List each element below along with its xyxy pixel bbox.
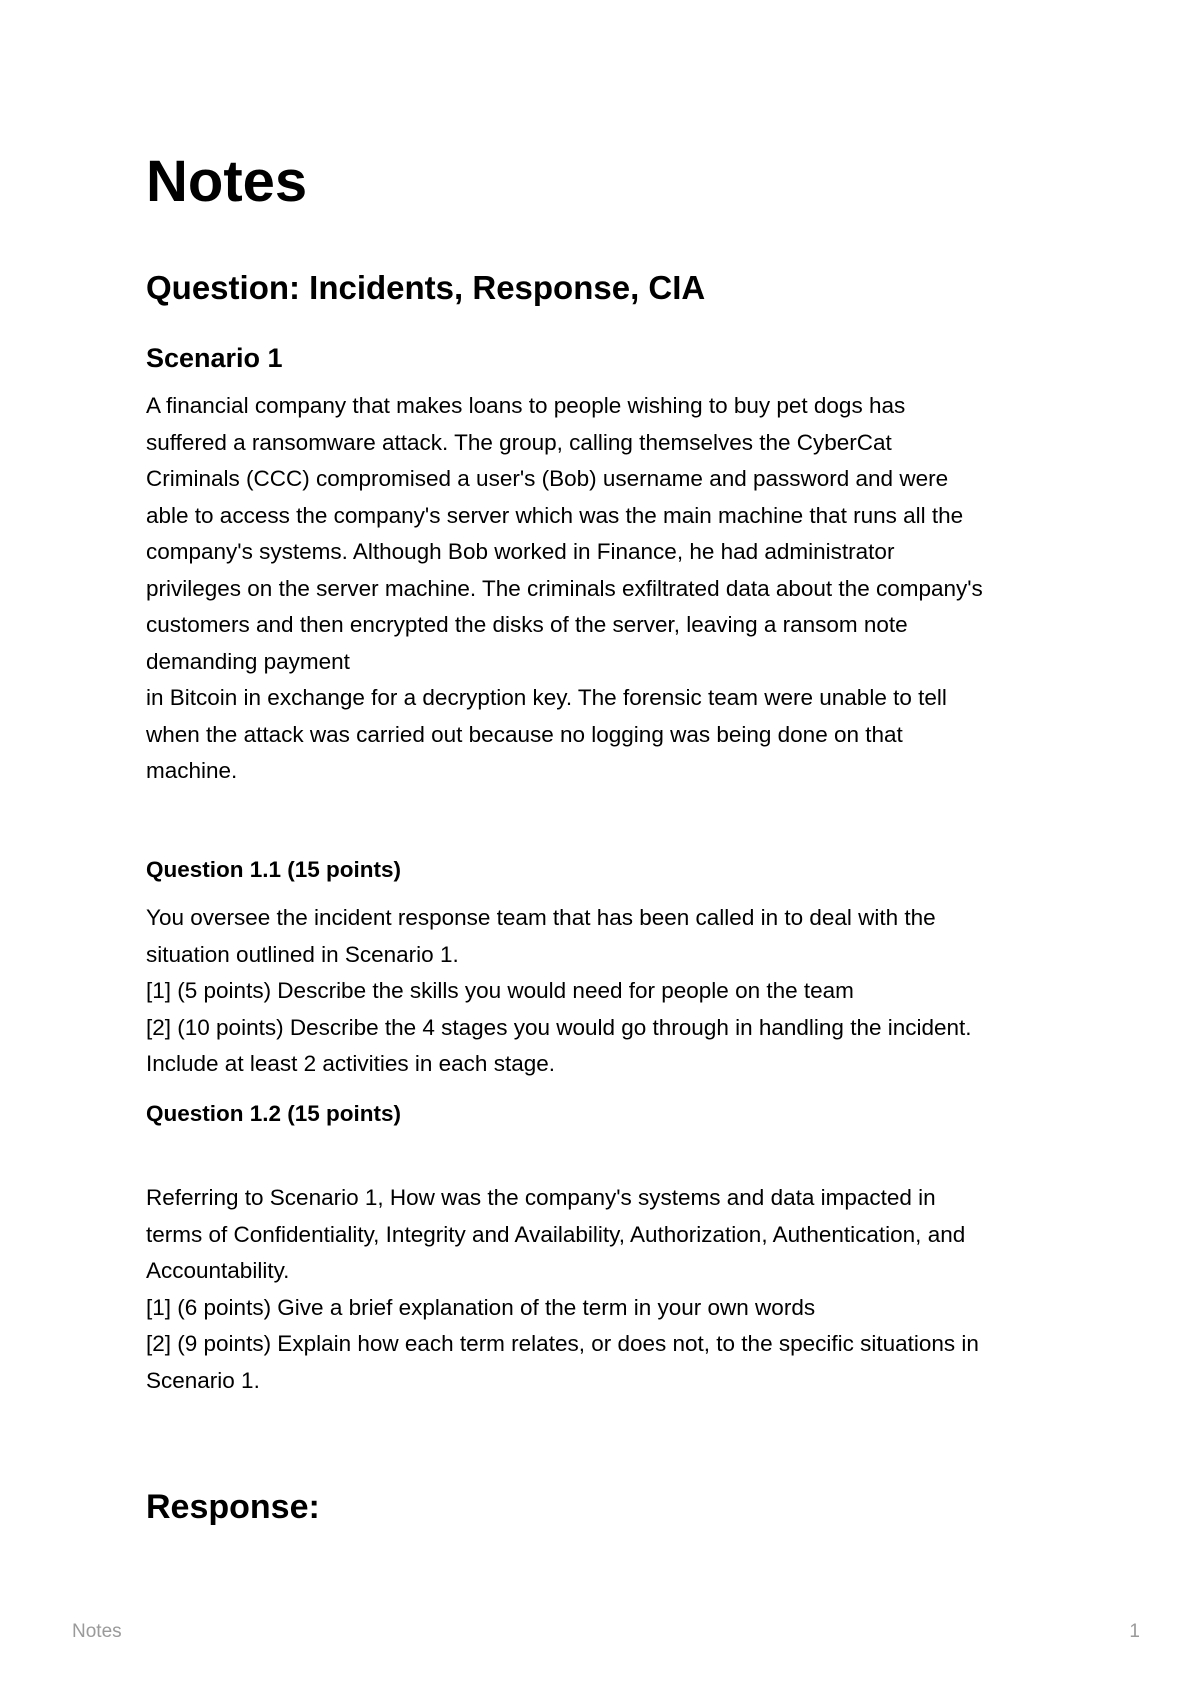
question-1-2-title: Question 1.2 (15 points) xyxy=(146,1101,402,1126)
question-1-1-title: Question 1.1 (15 points) xyxy=(146,857,402,882)
question-1-2-line: Scenario 1. xyxy=(146,1367,260,1393)
question-1-2-line: Accountability. xyxy=(146,1258,290,1283)
scenario-line: customers and then encrypted the disks of the server, leaving a ransom note xyxy=(146,612,908,637)
scenario-line: suffered a ransomware attack. The group, calling themselves the CyberCat xyxy=(146,429,892,455)
scenario-line: demanding payment xyxy=(146,648,350,674)
footer-label: Notes xyxy=(72,1621,122,1642)
question-1-1-line: Include at least 2 activities in each stage. xyxy=(146,1051,555,1076)
scenario-line: in Bitcoin in exchange for a decryption key. The forensic team were unable to tell xyxy=(146,685,947,710)
question-1-2-paragraph xyxy=(146,1180,1066,1399)
question-1-1-line: [1] (5 points) Describe the skills you would need for people on the team xyxy=(146,978,854,1003)
scenario-line: privileges on the server machine. The criminals exfiltrated data about the company's xyxy=(146,575,983,601)
scenario-paragraph xyxy=(146,388,1066,790)
scenario-line: Criminals (CCC) compromised a user's (Bob) username and password and were xyxy=(146,466,949,491)
scenario-heading: Scenario 1 xyxy=(146,343,283,373)
question-1-2-line: [2] (9 points) Explain how each term relates, or does not, to the specific situations in xyxy=(146,1331,979,1356)
question-1-2-line: terms of Confidentiality, Integrity and Availability, Authorization, Authentication, and xyxy=(146,1221,966,1247)
scenario-line: company's systems. Although Bob worked in Finance, he had administrator xyxy=(146,539,895,564)
scenario-line: when the attack was carried out because no logging was being done on that xyxy=(146,721,903,747)
question-1-2-line: Referring to Scenario 1, How was the company's systems and data impacted in xyxy=(146,1185,936,1210)
question-1-1-paragraph xyxy=(146,900,1066,1083)
question-1-1-line: You oversee the incident response team that has been called in to deal with the xyxy=(146,905,936,930)
page-number: 1 xyxy=(1129,1621,1140,1642)
question-1-1-line: situation outlined in Scenario 1. xyxy=(146,941,459,967)
question-1-1-line: [2] (10 points) Describe the 4 stages you would go through in handling the incident. xyxy=(146,1014,972,1040)
document-title: Notes xyxy=(146,149,308,214)
question-heading: Question: Incidents, Response, CIA xyxy=(146,269,706,306)
scenario-line: able to access the company's server which was the main machine that runs all the xyxy=(146,502,964,528)
scenario-line: machine. xyxy=(146,758,238,783)
question-1-2-line: [1] (6 points) Give a brief explanation of the term in your own words xyxy=(146,1294,816,1320)
scenario-line: A financial company that makes loans to people wishing to buy pet dogs has xyxy=(146,393,906,418)
response-heading: Response: xyxy=(146,1488,320,1526)
